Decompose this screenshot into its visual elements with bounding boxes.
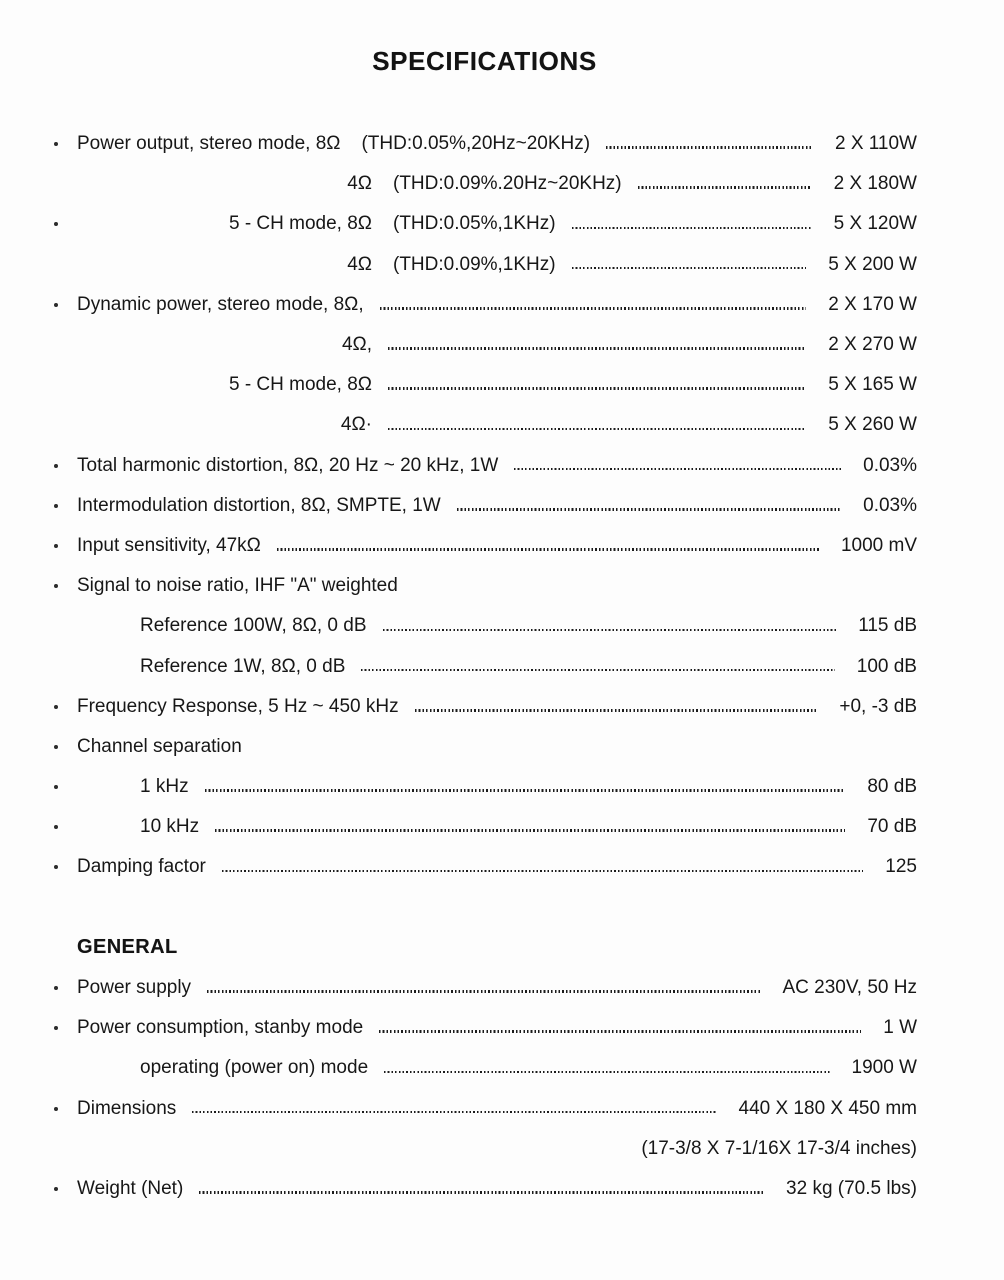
spec-row [52, 405, 917, 445]
dotted-leader [258, 749, 895, 752]
spec-label: Reference 100W, 8Ω, 0 dB [140, 615, 367, 637]
section-gap [52, 888, 917, 928]
bullet-icon [52, 566, 77, 606]
spec-row [52, 687, 917, 727]
spec-label: Channel separation [77, 735, 242, 757]
spec-value: 1900 W [851, 1057, 917, 1079]
bullet-icon [52, 1169, 77, 1209]
bullet-icon [52, 486, 77, 526]
spec-row [52, 1089, 917, 1129]
spec-label: Intermodulation distortion, 8Ω, SMPTE, 1W [77, 494, 441, 516]
dotted-leader [388, 428, 806, 431]
spec-condition-label: (THD:0.05%,1KHz) [393, 213, 556, 235]
spec-label: 4Ω [347, 253, 372, 275]
dotted-leader [93, 1151, 619, 1154]
dotted-leader [277, 548, 819, 551]
dotted-leader [380, 307, 807, 310]
spec-row [52, 486, 917, 526]
spec-row [52, 566, 917, 606]
spec-row [52, 526, 917, 566]
spec-value: 115 dB [858, 615, 917, 637]
section-heading-label: GENERAL [77, 936, 178, 959]
dotted-leader [361, 669, 834, 672]
spec-value: 5 X 260 W [828, 414, 917, 436]
spec-label: operating (power on) mode [140, 1057, 369, 1079]
spec-condition-label: (THD:0.09%,1KHz) [393, 253, 556, 275]
dotted-leader [414, 588, 895, 591]
dotted-leader [205, 789, 846, 792]
spec-label: 5 - CH mode, 8Ω [228, 213, 372, 235]
spec-value: 2 X 110W [834, 133, 917, 155]
spec-label: 4Ω, [341, 334, 372, 356]
spec-row [52, 285, 917, 325]
spec-row [52, 767, 917, 807]
dotted-leader [415, 709, 818, 712]
spec-value: 0.03% [863, 454, 917, 476]
spec-value: 5 X 200 W [828, 253, 917, 275]
spec-value: 1000 mV [840, 534, 917, 556]
dotted-leader [207, 990, 760, 993]
spec-label: Power supply [77, 977, 192, 999]
page-content [52, 0, 917, 1209]
spec-value: 5 X 165 W [828, 374, 917, 396]
spec-row [52, 1169, 917, 1209]
bullet-icon [52, 526, 77, 566]
spec-label: Damping factor [77, 856, 206, 878]
spec-value: 0.03% [863, 494, 917, 516]
bullet-icon [52, 847, 77, 887]
dotted-leader [638, 186, 812, 189]
dotted-leader [192, 1111, 716, 1114]
spec-row [52, 847, 917, 887]
spec-value: 70 dB [867, 816, 917, 838]
spec-value: +0, -3 dB [839, 695, 917, 717]
spec-row [52, 1048, 917, 1088]
spec-value: 32 kg (70.5 lbs) [786, 1177, 917, 1199]
bullet-icon [52, 1089, 77, 1129]
dotted-leader [606, 146, 813, 149]
spec-label: 1 kHz [140, 776, 189, 798]
spec-value: 125 [885, 856, 917, 878]
spec-value: 440 X 180 X 450 mm [738, 1097, 917, 1119]
spec-value: AC 230V, 50 Hz [782, 977, 917, 999]
spec-value: (17-3/8 X 7-1/16X 17-3/4 inches) [641, 1137, 917, 1159]
dotted-leader [572, 267, 807, 270]
dotted-leader [388, 347, 806, 350]
bullet-icon [52, 767, 77, 807]
bullet-icon [52, 285, 77, 325]
spec-list [52, 124, 917, 1209]
bullet-icon [52, 124, 77, 164]
spec-row [52, 204, 917, 244]
spec-label: Input sensitivity, 47kΩ [77, 534, 261, 556]
spec-value: 2 X 270 W [828, 334, 917, 356]
spec-label: Frequency Response, 5 Hz ~ 450 kHz [77, 695, 399, 717]
spec-row [52, 365, 917, 405]
dotted-leader [388, 387, 806, 390]
spec-value: 1 W [883, 1017, 917, 1039]
spec-condition-label: (THD:0.09%.20Hz~20KHz) [393, 173, 622, 195]
dotted-leader [572, 227, 812, 230]
spec-row [52, 164, 917, 204]
spec-row [52, 1008, 917, 1048]
spec-value: 80 dB [867, 776, 917, 798]
spec-value: 100 dB [856, 655, 917, 677]
spec-row [52, 124, 917, 164]
bullet-icon [52, 204, 77, 244]
spec-label: Signal to noise ratio, IHF "A" weighted [77, 575, 398, 597]
spec-label: Total harmonic distortion, 8Ω, 20 Hz ~ 20 kHz, 1W [77, 454, 499, 476]
dotted-leader [199, 1191, 764, 1194]
bullet-icon [52, 968, 77, 1008]
spec-value: 2 X 170 W [828, 293, 917, 315]
spec-label: 4Ω [347, 173, 372, 195]
spec-row [52, 646, 917, 686]
dotted-leader [384, 1071, 829, 1074]
spec-label: 4Ω· [340, 414, 372, 436]
spec-row [52, 446, 917, 486]
spec-label: Dynamic power, stereo mode, 8Ω, [77, 293, 364, 315]
spec-row [52, 325, 917, 365]
spec-row [52, 727, 917, 767]
spec-condition-label: (THD:0.05%,20Hz~20KHz) [361, 133, 591, 155]
spec-row [52, 245, 917, 285]
spec-label: 10 kHz [140, 816, 200, 838]
bullet-icon [52, 687, 77, 727]
spec-row [52, 968, 917, 1008]
page-title: SPECIFICATIONS [372, 46, 597, 76]
dotted-leader [379, 1030, 861, 1033]
section-heading [52, 928, 917, 968]
spec-row [52, 606, 917, 646]
spec-label: Power output, stereo mode, 8Ω [77, 133, 341, 155]
dotted-leader [457, 508, 841, 511]
dotted-leader [514, 468, 841, 471]
bullet-icon [52, 727, 77, 767]
dotted-leader [383, 629, 837, 632]
spec-value: 5 X 120W [833, 213, 917, 235]
spec-label: Dimensions [77, 1097, 177, 1119]
dotted-leader [222, 870, 863, 873]
spec-row [52, 1129, 917, 1169]
dotted-leader [215, 829, 845, 832]
spec-label: Weight (Net) [77, 1177, 184, 1199]
spec-label: 5 - CH mode, 8Ω [228, 374, 372, 396]
bullet-icon [52, 446, 77, 486]
spec-label: Reference 1W, 8Ω, 0 dB [140, 655, 346, 677]
bullet-icon [52, 1008, 77, 1048]
bullet-icon [52, 807, 77, 847]
spec-row [52, 807, 917, 847]
spec-value: 2 X 180W [833, 173, 917, 195]
spec-label: Power consumption, stanby mode [77, 1017, 364, 1039]
